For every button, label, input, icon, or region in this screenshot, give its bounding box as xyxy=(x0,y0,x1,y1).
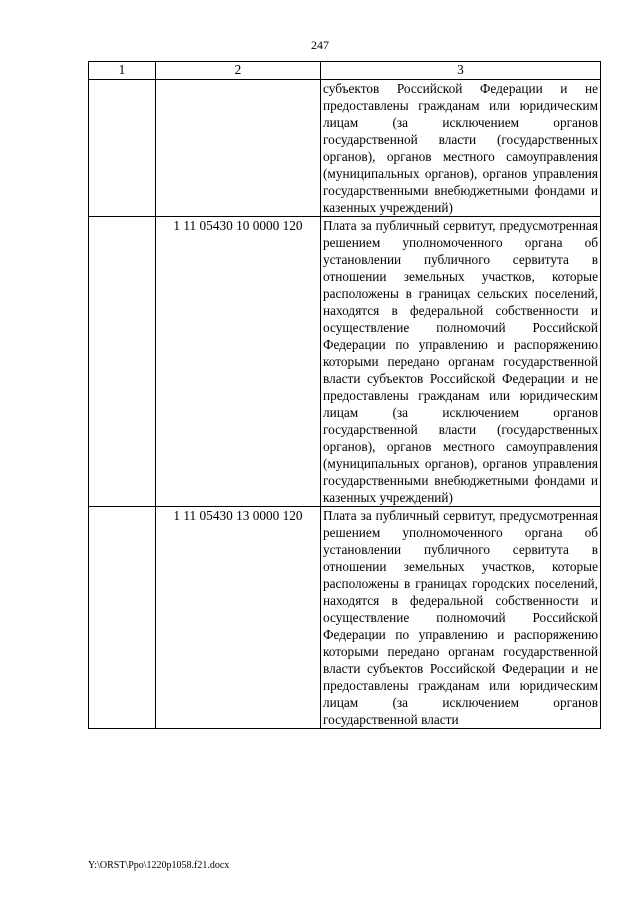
table-cell-col1 xyxy=(89,507,156,729)
table-row xyxy=(89,217,601,507)
page-number: 247 xyxy=(311,38,329,52)
table-header-row xyxy=(89,62,601,80)
column-header-2: 2 xyxy=(156,62,321,80)
document-table xyxy=(88,61,601,729)
classification-code xyxy=(156,80,321,217)
classification-code: 1 11 05430 10 0000 120 xyxy=(156,217,321,507)
footer-file-path: Y:\ORST\Ppo\1220p1058.f21.docx xyxy=(88,860,230,871)
table-row xyxy=(89,80,601,217)
income-description: субъектов Российской Федерации и не предоставлены гражданам или юридическим лицам (за исключением органов государственной власти (государственных органов), органов местного самоуправления (муниципальных органов), органов управления государственными внебюджетными фондами и казенных учреждений) xyxy=(321,80,601,217)
column-header-3: 3 xyxy=(321,62,601,80)
table-cell-col1 xyxy=(89,217,156,507)
table-cell-col1 xyxy=(89,80,156,217)
table-row xyxy=(89,507,601,729)
income-description: Плата за публичный сервитут, предусмотренная решением уполномоченного органа об установлении публичного сервитута в отношении земельных участков, которые расположены в границах сельских поселений, находятся в федеральной собственности и осуществление полномочий Российской Федерации по управлению и распоряжению которыми передано органам государственной власти субъектов Российской Федерации и не предоставлены гражданам или юридическим лицам (за исключением органов государственной власти (государственных органов), органов местного самоуправления (муниципальных органов), органов управления государственными внебюджетными фондами и казенных учреждений) xyxy=(321,217,601,507)
classification-code: 1 11 05430 13 0000 120 xyxy=(156,507,321,729)
column-header-1: 1 xyxy=(89,62,156,80)
income-description: Плата за публичный сервитут, предусмотренная решением уполномоченного органа об установлении публичного сервитута в отношении земельных участков, которые расположены в границах городских поселений, находятся в федеральной собственности и осуществление полномочий Российской Федерации по управлению и распоряжению которыми передано органам государственной власти субъектов Российской Федерации и не предоставлены гражданам или юридическим лицам (за исключением органов государственной власти xyxy=(321,507,601,729)
